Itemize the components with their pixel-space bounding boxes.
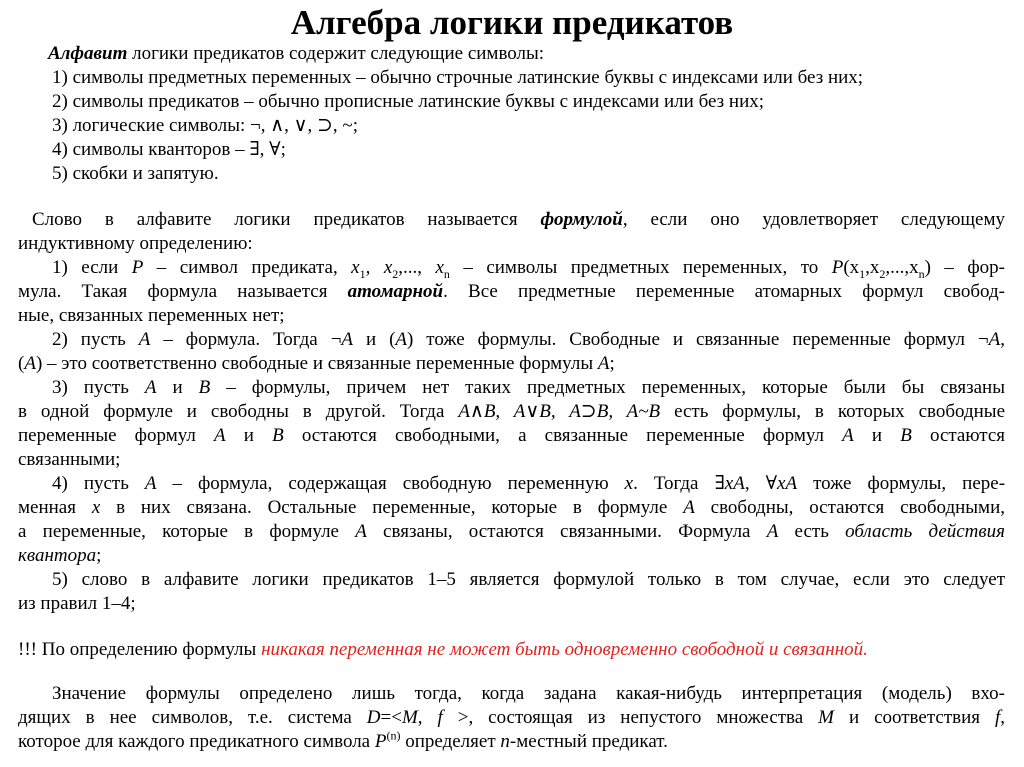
var: P [131, 257, 144, 278]
spacer [18, 616, 1005, 638]
definition-intro-2: индуктивному определению: [18, 233, 253, 254]
formula-term: формулой [540, 209, 623, 230]
scope-term: квантора [18, 545, 97, 566]
alphabet-item-2: 2) символы предикатов – обычно прописные латинские буквы с индексами или без них; [52, 91, 765, 112]
rule-4-line-2 [18, 496, 1005, 520]
text: -местный предикат. [509, 731, 668, 752]
text: – символ предиката, [143, 257, 352, 278]
var: A [144, 473, 157, 494]
text: , [1000, 707, 1005, 728]
rule-3-line-3 [18, 424, 1005, 448]
atomic-term: атомарной [347, 281, 444, 302]
var: A [24, 353, 36, 374]
var: M [401, 707, 418, 728]
rule-3-line-2 [18, 400, 1005, 424]
text: – формула. Тогда ¬ [150, 329, 342, 350]
var: B [198, 377, 211, 398]
text: а переменные, которые в формуле [18, 521, 356, 542]
text: 3) пусть [52, 377, 145, 398]
scope-term: область действия [845, 521, 1005, 542]
rule-4 [18, 472, 1005, 496]
text: ,...,x [885, 257, 919, 278]
var: f [994, 707, 1001, 728]
rule-3 [18, 376, 1005, 400]
text: Слово в алфавите логики предикатов называется [32, 209, 541, 230]
sub: n [443, 266, 450, 281]
text: и [156, 377, 199, 398]
text: свободны, остаются свободными, [694, 497, 1006, 518]
text: переменные формул [18, 425, 215, 446]
rule-1-line-2 [18, 280, 1005, 304]
text: ) – фор- [924, 257, 1006, 278]
var: f [437, 707, 443, 728]
var: M [818, 707, 834, 728]
meaning-line-3 [18, 730, 1005, 754]
text: которое для каждого предикатного символа [18, 731, 375, 752]
text: ; [609, 353, 615, 374]
text: определяет [400, 731, 501, 752]
alphabet-term: Алфавит [48, 43, 128, 64]
text: ) – это соответственно свободные и связанные переменные формулы [35, 353, 598, 374]
text: и [853, 425, 901, 446]
var: B [900, 425, 912, 446]
warning-note [18, 638, 1005, 662]
sub: 2 [392, 266, 399, 281]
var: x [351, 257, 360, 278]
text: , состоящая из непустого множества [468, 707, 819, 728]
text: ) тоже формулы. Свободные и связанные переменные формул ¬ [407, 329, 989, 350]
rule-4-line-4 [18, 544, 1005, 568]
formula-ops: A∧B, A∨B, A⊃B, A~B [458, 401, 661, 422]
text: (x [843, 257, 860, 278]
var: A [597, 353, 610, 374]
var: D [366, 707, 381, 728]
text: есть [778, 521, 846, 542]
sub: 2 [879, 266, 886, 281]
var: A [341, 329, 354, 350]
var: P [831, 257, 844, 278]
definition-intro [18, 208, 1005, 232]
alphabet-item-3: 3) логические символы: ¬, ∧, ∨, ⊃, ~; [52, 115, 358, 136]
alphabet-item-5: 5) скобки и запятую. [52, 163, 219, 184]
var: A [988, 329, 1001, 350]
text: 1) если [52, 257, 132, 278]
var: P [374, 731, 387, 752]
var: A [138, 329, 151, 350]
note-prefix: !!! По определению формулы [18, 639, 262, 660]
text: , если оно удовлетворяет следующему [622, 209, 1005, 230]
text: ; [96, 545, 102, 566]
var: B [272, 425, 284, 446]
meaning-line-1: Значение формулы определено лишь тогда, когда задана какая-нибудь интерпретация (модель) вхо- [52, 683, 1005, 704]
text: тоже формулы, пере- [797, 473, 1006, 494]
var: ∃xA [714, 473, 745, 494]
text: =< [380, 707, 402, 728]
text: ,x [865, 257, 880, 278]
rule-5-line-2: из правил 1–4; [18, 593, 136, 614]
text: и [225, 425, 273, 446]
var: ∀xA [765, 473, 798, 494]
text: 2) пусть [52, 329, 139, 350]
text: ,..., [398, 257, 436, 278]
text: 4) пусть [52, 473, 145, 494]
var: A [842, 425, 854, 446]
var: x [91, 497, 101, 518]
text: и ( [353, 329, 396, 350]
var: x [624, 473, 634, 494]
sub: n [918, 266, 925, 281]
rule-2 [18, 328, 1005, 352]
text: остаются [911, 425, 1006, 446]
text: , [744, 473, 766, 494]
alphabet-item-1: 1) символы предметных переменных – обычно строчные латинские буквы с индексами или без них; [52, 67, 864, 88]
rule-4-line-3 [18, 520, 1005, 544]
text: . Все предметные переменные атомарных формул свобод- [443, 281, 1005, 302]
text: в них связана. Остальные переменные, которые в формуле [100, 497, 684, 518]
rule-5: 5) слово в алфавите логики предикатов 1–5 является формулой только в том случае, если это следует [52, 569, 1005, 590]
text: и соответствия [834, 707, 995, 728]
text: ( [18, 353, 25, 374]
alphabet-lead [18, 42, 1005, 66]
page-title: Алгебра логики предикатов [290, 3, 734, 42]
rule-3-line-4: связанными; [18, 449, 121, 470]
var: A [214, 425, 226, 446]
text: мула. Такая формула называется [18, 281, 348, 302]
note-highlight: никакая переменная не может быть одновременно свободной и связанной. [261, 639, 868, 660]
text: – символы предметных переменных, то [449, 257, 832, 278]
meaning-line-2 [18, 706, 1005, 730]
text: в одной формуле и свободны в другой. Тогда [18, 401, 459, 422]
sup: (n) [386, 728, 401, 743]
text: дящих в нее символов, т.е. система [18, 707, 367, 728]
var: A [766, 521, 779, 542]
var: x [383, 257, 393, 278]
spacer [18, 662, 1005, 682]
var: n [500, 731, 510, 752]
var: A [355, 521, 367, 542]
text: – формула, содержащая свободную переменную [156, 473, 625, 494]
slide-body [18, 42, 1005, 754]
text: остаются свободными, а связанные переменные формул [283, 425, 843, 446]
text: – формулы, причем нет таких предметных переменных, которые были бы связаны [210, 377, 1005, 398]
var: A [144, 377, 157, 398]
text: менная [18, 497, 92, 518]
rule-2-line-2 [18, 352, 1005, 376]
sub: 1 [859, 266, 866, 281]
text: > [442, 707, 469, 728]
spacer [18, 186, 1005, 208]
alphabet-item-4: 4) символы кванторов – ∃, ∀; [52, 139, 286, 160]
text: связаны, остаются связанными. Формула [366, 521, 767, 542]
var: A [683, 497, 695, 518]
text: , [365, 257, 384, 278]
var: A [395, 329, 408, 350]
sub: 1 [359, 266, 366, 281]
text: , [417, 707, 438, 728]
text: есть формулы, в которых свободные [660, 401, 1005, 422]
rule-1-line-3: ные, связанных переменных нет; [18, 305, 285, 326]
var: x [435, 257, 444, 278]
text: , [1000, 329, 1005, 350]
rule-1 [18, 256, 1005, 280]
alphabet-lead-text: логики предикатов содержит следующие символы: [127, 43, 545, 64]
text: . Тогда [633, 473, 715, 494]
